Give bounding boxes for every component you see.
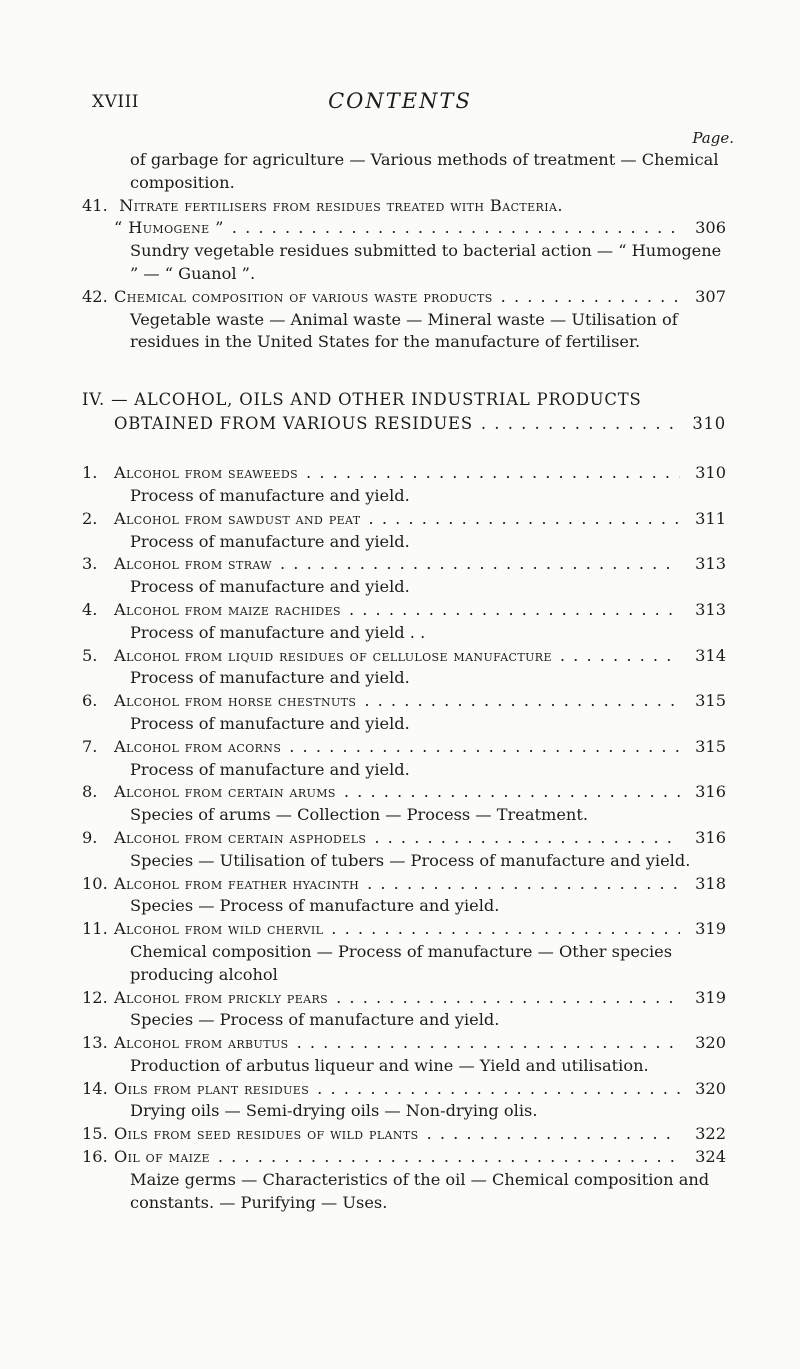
entry (82, 508, 726, 554)
entry-page: 310 (695, 463, 726, 483)
entry-page: 324 (695, 1147, 726, 1167)
entry-page: 315 (695, 691, 726, 711)
entry-number: 7. (82, 736, 98, 756)
entry-number: 3. (82, 554, 98, 574)
running-head (92, 89, 708, 122)
entry (82, 873, 726, 919)
page-number-roman: XVIII (92, 92, 140, 112)
leader-dots (374, 827, 680, 850)
leader-dots (427, 1123, 680, 1146)
entry-page: 307 (695, 286, 726, 306)
leader-dots (336, 987, 680, 1010)
leader-dots (560, 645, 680, 668)
entry-title-line (82, 1146, 726, 1169)
entry-title-line (82, 195, 726, 218)
entry-title: Alcohol from wild chervil (114, 919, 324, 939)
entry-number: 16. (82, 1147, 108, 1167)
leader-dots (306, 462, 680, 485)
entry-title-line (82, 781, 726, 804)
entry-number: 15. (82, 1124, 108, 1144)
entry-description: Chemical composition — Process of manufacture — Other species producing alcohol (130, 941, 673, 984)
section-heading (82, 388, 726, 436)
section-page: 310 (692, 414, 726, 434)
entry-title-line (82, 217, 726, 240)
entry-number: 14. (82, 1078, 108, 1098)
entry-page: 311 (695, 508, 726, 528)
entry-number: 13. (82, 1033, 108, 1053)
entry-number: 9. (82, 827, 98, 847)
entry-title-line (82, 553, 726, 576)
entry-title-line (82, 599, 726, 622)
entry-number: 1. (82, 463, 98, 483)
entry-number: 12. (82, 987, 108, 1007)
entry-description: Process of manufacture and yield. (130, 485, 410, 505)
entry (82, 462, 726, 508)
continued-description: of garbage for agriculture — Various methods of treatment — Chemical composition. (130, 150, 719, 192)
entry (82, 599, 726, 645)
entry (82, 1078, 726, 1124)
entry-title: Alcohol from horse chestnuts (114, 691, 357, 711)
entry-description: Maize germs — Characteristics of the oil — Chemical composition and constants. — Purifying — Uses. (130, 1169, 710, 1212)
entry-title-line (82, 873, 726, 896)
entry-page: 316 (695, 782, 726, 802)
entry-title-line (82, 1123, 726, 1146)
entry-title: Alcohol from maize rachides (114, 599, 341, 619)
entry-page: 314 (695, 645, 726, 665)
entry-title-line (82, 508, 726, 531)
entry-description: Process of manufacture and yield. (130, 531, 410, 551)
entry-title-line (82, 462, 726, 485)
leader-dots (349, 599, 680, 622)
leader-dots (344, 781, 680, 804)
leader-dots (501, 286, 680, 309)
entry-description: Production of arbutus liqueur and wine — Yield and utilisation. (130, 1055, 649, 1075)
entry-description: Process of manufacture and yield. (130, 668, 410, 688)
entry-title: Nitrate fertilisers from residues treated with Bacteria. (119, 195, 563, 215)
entry-title-line (82, 918, 726, 941)
entry-title: Alcohol from certain arums (114, 782, 336, 802)
entry-description: Vegetable waste — Animal waste — Mineral waste — Utilisation of residues in the United States for the manufacture of fertiliser. (130, 309, 678, 352)
leader-dots (367, 873, 680, 896)
contents-list (82, 149, 726, 1214)
entry-number: 8. (82, 782, 98, 802)
entry-title-line (82, 286, 726, 309)
entry-title: Alcohol from sawdust and peat (114, 508, 361, 528)
entry-title: Alcohol from feather hyacinth (114, 873, 360, 893)
entry-description: Species — Process of manufacture and yield. (130, 1010, 500, 1030)
leader-dots (232, 217, 680, 240)
entry-page: 319 (695, 987, 726, 1007)
entry-title: Alcohol from straw (114, 554, 272, 574)
entry-title-line (82, 690, 726, 713)
section-title: OBTAINED FROM VARIOUS RESIDUES (114, 414, 473, 434)
entry-title: Alcohol from seaweeds (114, 463, 299, 483)
entry-number: 2. (82, 508, 98, 528)
entry-description: Sundry vegetable residues submitted to bacterial action — “ Humogene ” — “ Guanol ”. (130, 241, 722, 283)
entry (82, 918, 726, 986)
entry-title: Oils from seed residues of wild plants (114, 1124, 419, 1144)
leader-dots (481, 412, 680, 436)
leader-dots (317, 1078, 680, 1101)
entry-page: 322 (695, 1124, 726, 1144)
entry-number: 41. (82, 195, 108, 215)
entry-page: 316 (695, 827, 726, 847)
entry-description: Species — Utilisation of tubers — Process of manufacture and yield. (130, 850, 691, 870)
page-column-label: Page. (692, 129, 734, 147)
entry-page: 320 (695, 1033, 726, 1053)
entry-number: 42. (82, 286, 108, 306)
entry-title: Alcohol from liquid residues of cellulose manufacture (114, 645, 552, 665)
entry-number: 10. (82, 873, 108, 893)
entry-title-line (82, 1032, 726, 1055)
section-heading-line: IV. — ALCOHOL, OILS AND OTHER INDUSTRIAL PRODUCTS (82, 390, 642, 410)
entry-title-line (82, 827, 726, 850)
leader-dots (331, 918, 680, 941)
entry-description: Species of arums — Collection — Process — Treatment. (130, 805, 588, 825)
entry-page: 306 (695, 218, 726, 238)
entry-number: 5. (82, 645, 98, 665)
entry-title: Oil of maize (114, 1147, 210, 1167)
leader-dots (289, 736, 680, 759)
entry-title-line (82, 736, 726, 759)
entry-number: 6. (82, 691, 98, 711)
entry-title: “ Humogene ” (114, 218, 224, 238)
entry-title-line (82, 1078, 726, 1101)
entry (82, 987, 726, 1033)
entry-description: Drying oils — Semi-drying oils — Non-drying olis. (130, 1101, 538, 1121)
entry-description: Process of manufacture and yield. (130, 713, 410, 733)
entry-number: 11. (82, 919, 108, 939)
entry-title: Oils from plant residues (114, 1078, 310, 1098)
page-title: CONTENTS (328, 89, 472, 113)
entry-description: Process of manufacture and yield . . (130, 622, 426, 642)
section-heading-line (82, 412, 726, 436)
entry (82, 690, 726, 736)
entry (82, 827, 726, 873)
entry-description: Species — Process of manufacture and yield. (130, 896, 500, 916)
leader-dots (280, 553, 680, 576)
leader-dots (369, 508, 680, 531)
entry-page: 313 (695, 554, 726, 574)
entry-page: 313 (695, 599, 726, 619)
entry (82, 1032, 726, 1078)
entry-page: 315 (695, 736, 726, 756)
entry (82, 286, 726, 354)
entry-page: 320 (695, 1078, 726, 1098)
entry (82, 553, 726, 599)
entry-title: Alcohol from arbutus (114, 1033, 289, 1053)
entry-title: Alcohol from certain asphodels (114, 827, 367, 847)
entry-number: 4. (82, 599, 98, 619)
entries (82, 462, 726, 1214)
entry (82, 1123, 726, 1146)
entry-title: Alcohol from prickly pears (114, 987, 329, 1007)
entry (82, 195, 726, 286)
entry-title-line (82, 987, 726, 1010)
entry-description: Process of manufacture and yield. (130, 759, 410, 779)
leader-dots (364, 690, 680, 713)
entry-title: Alcohol from acorns (114, 736, 282, 756)
entry-title-line (82, 645, 726, 668)
entry (82, 736, 726, 782)
entry-title: Chemical composition of various waste products (114, 286, 493, 306)
entry-page: 318 (695, 873, 726, 893)
entry-description: Process of manufacture and yield. (130, 577, 410, 597)
leader-dots (218, 1146, 680, 1169)
entry (82, 1146, 726, 1214)
entry (82, 645, 726, 691)
entry-page: 319 (695, 919, 726, 939)
leader-dots (297, 1032, 680, 1055)
entry (82, 781, 726, 827)
